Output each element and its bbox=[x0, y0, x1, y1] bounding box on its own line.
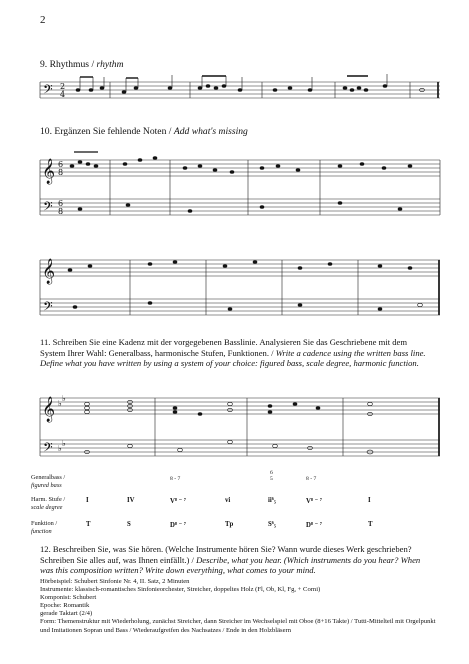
staff-ex10-bass-2 bbox=[40, 299, 440, 315]
exercise-11-title-de: 11. Schreiben Sie eine Kadenz mit der vorgegebenen Basslinie. Analysieren Sie das Geschriebene mit dem System Ihrer Wahl: Generalbass, harmonische Stufen, Funktionen. / bbox=[40, 337, 408, 358]
flat-sign-icon: ♭ bbox=[58, 399, 62, 408]
degree-7: I bbox=[368, 497, 371, 504]
function-6: D⁸ ⁻ ⁷ bbox=[306, 522, 322, 529]
answer-line: Komponist: Schubert bbox=[40, 594, 97, 602]
degree-5: ii⁶₅ bbox=[268, 497, 276, 504]
staff-ex10-bass-1 bbox=[40, 199, 440, 215]
function-4: Tp bbox=[225, 521, 234, 528]
row-label-figured-bass: Generalbass / figured bass bbox=[31, 474, 66, 489]
figured-bass-1: 8 - 7 bbox=[170, 476, 181, 482]
page-number: 2 bbox=[40, 14, 46, 26]
staff-ex10-treble-2 bbox=[40, 260, 440, 276]
figured-bass-2: 6 5 bbox=[270, 470, 273, 483]
exercise-12-title-de: 12. Beschreiben Sie, was Sie hören. (Welche Instrumente hören Sie? Wann wurde dieses Werk geschrieben? Schreiben Sie alles auf, was Ihnen einfällt.) / bbox=[40, 544, 412, 565]
exercise-11-title-en: Write a cadence using the written bass line. Define what you have written by using a system of your choice: figured bass, scale degree, harmonic function. bbox=[40, 347, 426, 369]
flat-sign-icon: ♭ bbox=[58, 444, 62, 453]
exercise-9-title-en: rhythm bbox=[96, 59, 124, 70]
staff-ex10-treble-1 bbox=[40, 160, 440, 176]
row-label-scale-degree: Harm. Stufe / scale degree bbox=[31, 496, 66, 511]
function-2: S bbox=[127, 521, 131, 528]
degree-4: vi bbox=[225, 497, 231, 504]
function-3: D⁸ ⁻ ⁷ bbox=[170, 522, 186, 529]
exercise-12-instructions bbox=[40, 544, 434, 576]
svg-text:2: 2 bbox=[60, 82, 66, 91]
svg-text:8: 8 bbox=[58, 168, 64, 177]
treble-clef-icon: 𝄞 bbox=[42, 159, 56, 184]
svg-text:8: 8 bbox=[58, 207, 64, 216]
answer-line: Hörbeispiel: Schubert Sinfonie Nr. 4, II. Satz, 2 Minuten bbox=[40, 578, 190, 585]
answer-line: Instrumente: klassisch-romantisches Sinfonieorchester, Streicher, doppeltes Holz (Fl, Ob, Kl, Fg, + Corni) bbox=[40, 586, 321, 594]
figured-bass-3: 8 - 7 bbox=[306, 476, 317, 482]
function-7: T bbox=[368, 521, 373, 528]
degree-3: V⁸ ⁻ ⁷ bbox=[170, 498, 186, 505]
bass-clef-icon: 𝄢 bbox=[43, 299, 53, 317]
svg-text:4: 4 bbox=[60, 90, 66, 99]
staff-ex11-treble bbox=[40, 398, 440, 414]
exercise-12-answer bbox=[40, 578, 438, 635]
bass-clef-icon: 𝄢 bbox=[43, 82, 53, 100]
function-1: T bbox=[86, 521, 91, 528]
answer-line: Epoche: Romantik bbox=[40, 602, 90, 610]
staff-ex11-bass bbox=[40, 440, 440, 456]
row-label-function: Funktion / function bbox=[31, 520, 58, 535]
exercise-10-title-de: 10. Ergänzen Sie fehlende Noten / bbox=[40, 126, 172, 137]
exercise-9-title-de: 9. Rhythmus / bbox=[40, 59, 95, 70]
answer-line: gerade Taktart (2/4) bbox=[40, 610, 93, 618]
bass-clef-icon: 𝄢 bbox=[43, 440, 53, 458]
function-5: S⁶₅ bbox=[268, 521, 276, 528]
exercise-12-title-en: Describe, what you hear. (Which instruments do you hear? When was this composition written? Write down everything, what comes to your mind. bbox=[40, 554, 421, 576]
svg-text:6: 6 bbox=[58, 199, 64, 208]
svg-text:6: 6 bbox=[58, 160, 64, 169]
answer-line: Form: Themenstruktur mit Wiederholung, zunächst Streicher, dann Streicher im Wechselspiel mit Oboe (8+16 Takte) / Tutti-Mittelteil mit Orgelpunkt und Imitationen Sopran und Bass / Wiederaufgreifen des Nachsatzes / Ende in den Holzbläsern bbox=[40, 618, 436, 634]
degree-2: IV bbox=[127, 497, 135, 504]
degree-6: V⁸ ⁻ ⁷ bbox=[306, 498, 322, 505]
degree-1: I bbox=[86, 497, 89, 504]
exercise-10-title-en: Add what's missing bbox=[173, 126, 248, 137]
treble-clef-icon: 𝄞 bbox=[42, 259, 56, 284]
bass-clef-icon: 𝄢 bbox=[43, 199, 53, 217]
flat-sign-icon: ♭ bbox=[62, 394, 66, 403]
flat-sign-icon: ♭ bbox=[62, 439, 66, 448]
treble-clef-icon: 𝄞 bbox=[42, 397, 56, 422]
